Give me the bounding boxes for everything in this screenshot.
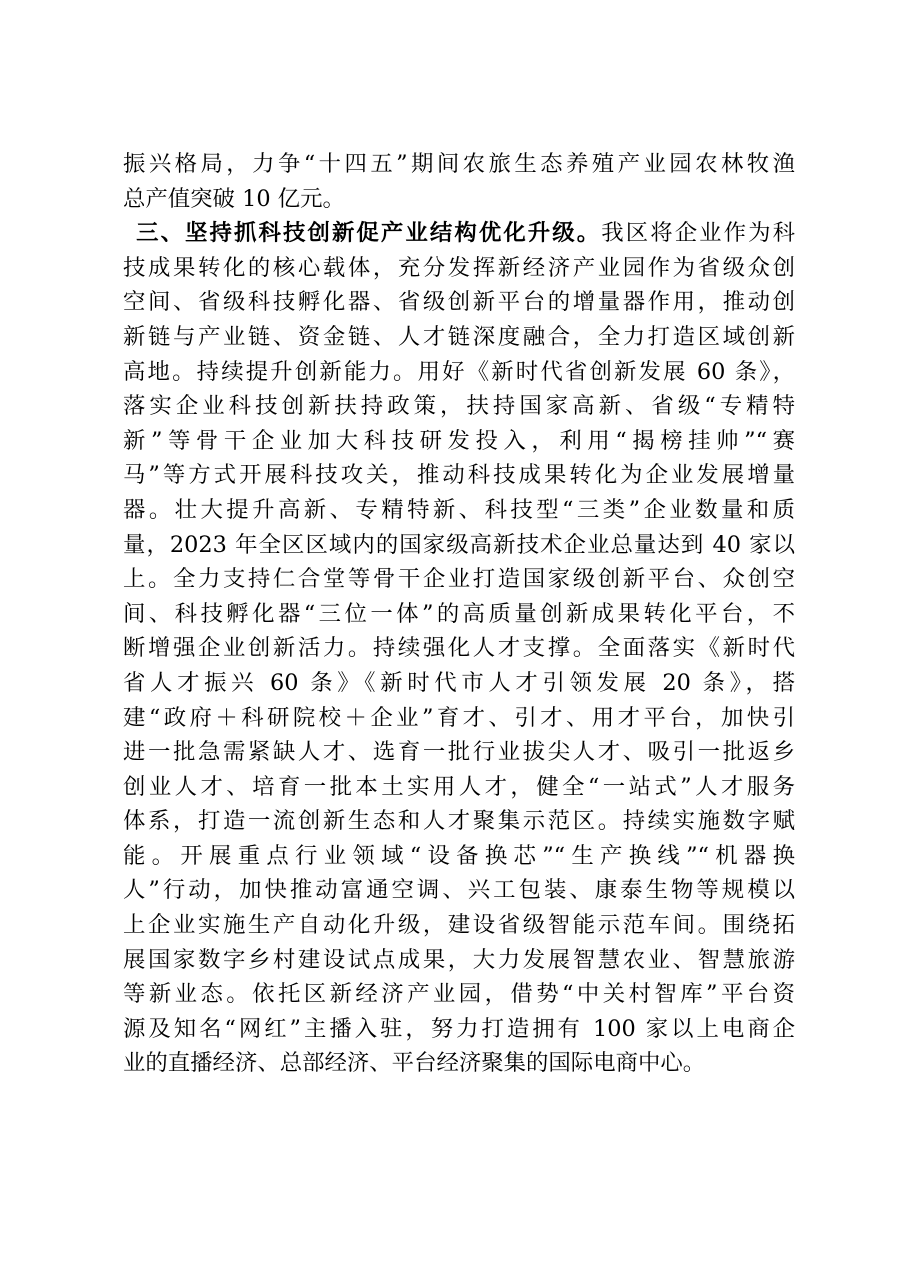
text-line: 新”等骨干企业加大科技研发投入，利用“揭榜挂帅”“赛 — [123, 427, 795, 454]
text-line: 上企业实施生产自动化升级，建设省级智能示范车间。围绕拓 — [123, 912, 795, 939]
text-line: 建“政府＋科研院校＋企业”育才、引才、用才平台，加快引 — [123, 704, 795, 731]
text-line: 能。开展重点行业领域“设备换芯”“生产换线”“机器换 — [123, 842, 795, 869]
text-line: 间、科技孵化器“三位一体”的高质量创新成果转化平台，不 — [123, 600, 795, 627]
text-line: 上。全力支持仁合堂等骨干企业打造国家级创新平台、众创空 — [123, 566, 795, 593]
text-line: 马”等方式开展科技攻关，推动科技成果转化为企业发展增量 — [123, 462, 795, 489]
body-text — [123, 147, 795, 1081]
text-line: 振兴格局，力争“十四五”期间农旅生态养殖产业园农林牧渔 — [123, 151, 795, 177]
text-line: 断增强企业创新活力。持续强化人才支撑。全面落实《新时代 — [123, 635, 795, 662]
text-line: 总产值突破 10 亿元。 — [123, 185, 345, 212]
text-line: 新链与产业链、资金链、人才链深度融合，全力打造区域创新 — [123, 323, 795, 350]
text-line: 高地。持续提升创新能力。用好《新时代省创新发展 60 条》， — [123, 358, 795, 385]
text-line: 创业人才、培育一批本土实用人才，健全“一站式”人才服务 — [123, 773, 795, 800]
text-line: 进一批急需紧缺人才、选育一批行业拔尖人才、吸引一批返乡 — [123, 739, 795, 766]
text-line — [123, 216, 795, 251]
text-line: 人”行动，加快推动富通空调、兴工包装、康泰生物等规模以 — [123, 877, 795, 904]
text-line: 器。壮大提升高新、专精特新、科技型“三类”企业数量和质 — [123, 496, 795, 523]
text-line: 业的直播经济、总部经济、平台经济聚集的国际电商中心。 — [123, 1050, 706, 1077]
text-line: 等新业态。依托区新经济产业园，借势“中关村智库”平台资 — [123, 981, 795, 1008]
text-line: 体系，打造一流创新生态和人才聚集示范区。持续实施数字赋 — [123, 808, 795, 835]
text-line: 源及知名“网红”主播入驻，努力打造拥有 100 家以上电商企 — [123, 1015, 795, 1042]
text-line: 量，2023 年全区区域内的国家级高新技术企业总量达到 40 家以 — [123, 531, 795, 558]
section-heading: 三、坚持抓科技创新促产业结构优化升级。 — [134, 220, 602, 247]
text-line: 省人才振兴 60 条》《新时代市人才引领发展 20 条》，搭 — [123, 669, 795, 696]
text-run: 我区将企业作为科 — [601, 220, 796, 247]
text-line: 空间、省级科技孵化器、省级创新平台的增量器作用，推动创 — [123, 289, 795, 316]
text-line: 技成果转化的核心载体，充分发挥新经济产业园作为省级众创 — [123, 254, 795, 281]
text-line: 落实企业科技创新扶持政策，扶持国家高新、省级“专精特 — [123, 393, 795, 420]
text-line: 展国家数字乡村建设试点成果，大力发展智慧农业、智慧旅游 — [123, 946, 795, 973]
